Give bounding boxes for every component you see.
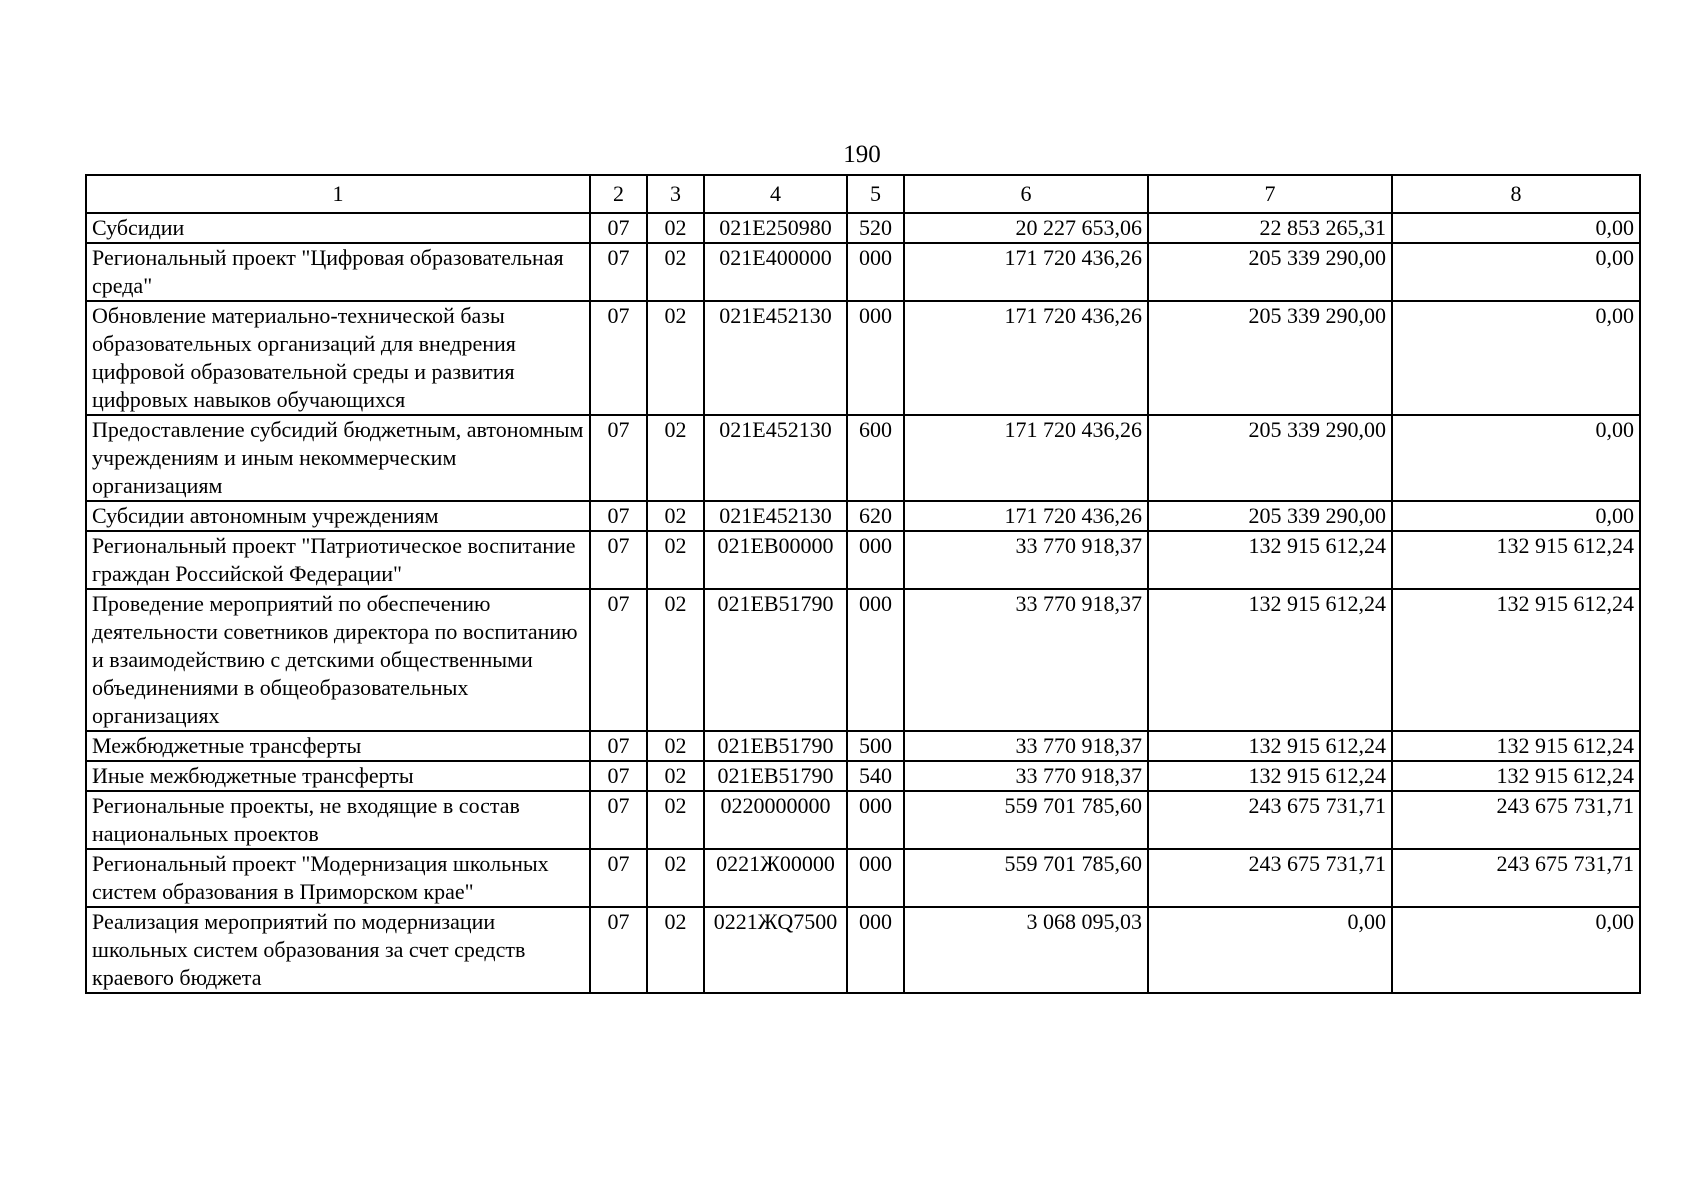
amount-col-8: 243 675 731,71: [1392, 849, 1640, 907]
amount-col-8: 132 915 612,24: [1392, 531, 1640, 589]
expense-type-code: 000: [847, 531, 904, 589]
subsection-code: 02: [647, 731, 704, 761]
section-code: 07: [590, 243, 647, 301]
row-name: Субсидии автономным учреждениям: [86, 501, 590, 531]
section-code: 07: [590, 213, 647, 243]
amount-col-7: 243 675 731,71: [1148, 791, 1392, 849]
amount-col-7: 205 339 290,00: [1148, 243, 1392, 301]
target-article-code: 021EB51790: [704, 761, 847, 791]
expense-type-code: 000: [847, 791, 904, 849]
amount-col-6: 171 720 436,26: [904, 301, 1148, 415]
section-code: 07: [590, 849, 647, 907]
row-name: Региональный проект "Модернизация школьных систем образования в Приморском крае": [86, 849, 590, 907]
amount-col-7: 205 339 290,00: [1148, 415, 1392, 501]
subsection-code: 02: [647, 501, 704, 531]
target-article-code: 021EB51790: [704, 589, 847, 731]
expense-type-code: 000: [847, 589, 904, 731]
target-article-code: 021E452130: [704, 301, 847, 415]
expense-type-code: 600: [847, 415, 904, 501]
target-article-code: 0221ЖQ7500: [704, 907, 847, 993]
section-code: 07: [590, 731, 647, 761]
column-header-4: 4: [704, 175, 847, 213]
table-row: [86, 589, 1640, 731]
amount-col-8: 0,00: [1392, 301, 1640, 415]
amount-col-8: 132 915 612,24: [1392, 589, 1640, 731]
expense-type-code: 000: [847, 849, 904, 907]
expense-type-code: 540: [847, 761, 904, 791]
amount-col-8: 243 675 731,71: [1392, 791, 1640, 849]
row-name: Иные межбюджетные трансферты: [86, 761, 590, 791]
section-code: 07: [590, 589, 647, 731]
amount-col-7: 22 853 265,31: [1148, 213, 1392, 243]
amount-col-6: 171 720 436,26: [904, 501, 1148, 531]
amount-col-6: 33 770 918,37: [904, 731, 1148, 761]
amount-col-7: 0,00: [1148, 907, 1392, 993]
expense-type-code: 000: [847, 301, 904, 415]
column-header-3: 3: [647, 175, 704, 213]
section-code: 07: [590, 501, 647, 531]
table-row: [86, 213, 1640, 243]
target-article-code: 021EB51790: [704, 731, 847, 761]
table-row: [86, 501, 1640, 531]
amount-col-7: 205 339 290,00: [1148, 501, 1392, 531]
row-name: Предоставление субсидий бюджетным, автономным учреждениям и иным некоммерческим организациям: [86, 415, 590, 501]
amount-col-7: 205 339 290,00: [1148, 301, 1392, 415]
amount-col-8: 132 915 612,24: [1392, 761, 1640, 791]
subsection-code: 02: [647, 589, 704, 731]
column-header-5: 5: [847, 175, 904, 213]
page-number: 190: [843, 141, 881, 168]
row-name: Субсидии: [86, 213, 590, 243]
amount-col-6: 3 068 095,03: [904, 907, 1148, 993]
section-code: 07: [590, 907, 647, 993]
expense-type-code: 620: [847, 501, 904, 531]
expense-type-code: 000: [847, 907, 904, 993]
amount-col-6: 559 701 785,60: [904, 849, 1148, 907]
table-row: [86, 907, 1640, 993]
amount-col-8: 0,00: [1392, 213, 1640, 243]
table-row: [86, 761, 1640, 791]
row-name: Реализация мероприятий по модернизации школьных систем образования за счет средств краевого бюджета: [86, 907, 590, 993]
expense-type-code: 520: [847, 213, 904, 243]
target-article-code: 021E452130: [704, 501, 847, 531]
section-code: 07: [590, 761, 647, 791]
section-code: 07: [590, 531, 647, 589]
row-name: Региональный проект "Цифровая образовательная среда": [86, 243, 590, 301]
amount-col-6: 20 227 653,06: [904, 213, 1148, 243]
table-row: [86, 301, 1640, 415]
amount-col-8: 0,00: [1392, 501, 1640, 531]
table-row: [86, 243, 1640, 301]
target-article-code: 0221Ж00000: [704, 849, 847, 907]
column-header-2: 2: [590, 175, 647, 213]
section-code: 07: [590, 301, 647, 415]
subsection-code: 02: [647, 415, 704, 501]
header-row: [86, 175, 1640, 213]
amount-col-7: 132 915 612,24: [1148, 531, 1392, 589]
amount-col-6: 171 720 436,26: [904, 243, 1148, 301]
section-code: 07: [590, 791, 647, 849]
amount-col-6: 171 720 436,26: [904, 415, 1148, 501]
amount-col-7: 132 915 612,24: [1148, 589, 1392, 731]
budget-table: [85, 174, 1641, 994]
row-name: Обновление материально-технической базы образовательных организаций для внедрения цифровой образовательной среды и развития цифровых навыков обучающихся: [86, 301, 590, 415]
row-name: Межбюджетные трансферты: [86, 731, 590, 761]
target-article-code: 021E400000: [704, 243, 847, 301]
table-row: [86, 415, 1640, 501]
column-header-6: 6: [904, 175, 1148, 213]
subsection-code: 02: [647, 761, 704, 791]
amount-col-8: 0,00: [1392, 243, 1640, 301]
row-name: Проведение мероприятий по обеспечению деятельности советников директора по воспитанию и взаимодействию с детскими общественными объединениями в общеобразовательных организациях: [86, 589, 590, 731]
target-article-code: 021E452130: [704, 415, 847, 501]
amount-col-7: 132 915 612,24: [1148, 761, 1392, 791]
expense-type-code: 000: [847, 243, 904, 301]
subsection-code: 02: [647, 907, 704, 993]
amount-col-6: 559 701 785,60: [904, 791, 1148, 849]
table-row: [86, 849, 1640, 907]
section-code: 07: [590, 415, 647, 501]
subsection-code: 02: [647, 791, 704, 849]
row-name: Региональный проект "Патриотическое воспитание граждан Российской Федерации": [86, 531, 590, 589]
column-header-1: 1: [86, 175, 590, 213]
subsection-code: 02: [647, 531, 704, 589]
subsection-code: 02: [647, 243, 704, 301]
amount-col-7: 132 915 612,24: [1148, 731, 1392, 761]
table-row: [86, 731, 1640, 761]
amount-col-6: 33 770 918,37: [904, 589, 1148, 731]
target-article-code: 021E250980: [704, 213, 847, 243]
table-row: [86, 531, 1640, 589]
target-article-code: 0220000000: [704, 791, 847, 849]
amount-col-8: 132 915 612,24: [1392, 731, 1640, 761]
column-header-7: 7: [1148, 175, 1392, 213]
table-row: [86, 791, 1640, 849]
amount-col-6: 33 770 918,37: [904, 761, 1148, 791]
subsection-code: 02: [647, 301, 704, 415]
target-article-code: 021EB00000: [704, 531, 847, 589]
amount-col-8: 0,00: [1392, 907, 1640, 993]
amount-col-8: 0,00: [1392, 415, 1640, 501]
row-name: Региональные проекты, не входящие в состав национальных проектов: [86, 791, 590, 849]
column-header-8: 8: [1392, 175, 1640, 213]
subsection-code: 02: [647, 849, 704, 907]
amount-col-7: 243 675 731,71: [1148, 849, 1392, 907]
amount-col-6: 33 770 918,37: [904, 531, 1148, 589]
subsection-code: 02: [647, 213, 704, 243]
expense-type-code: 500: [847, 731, 904, 761]
